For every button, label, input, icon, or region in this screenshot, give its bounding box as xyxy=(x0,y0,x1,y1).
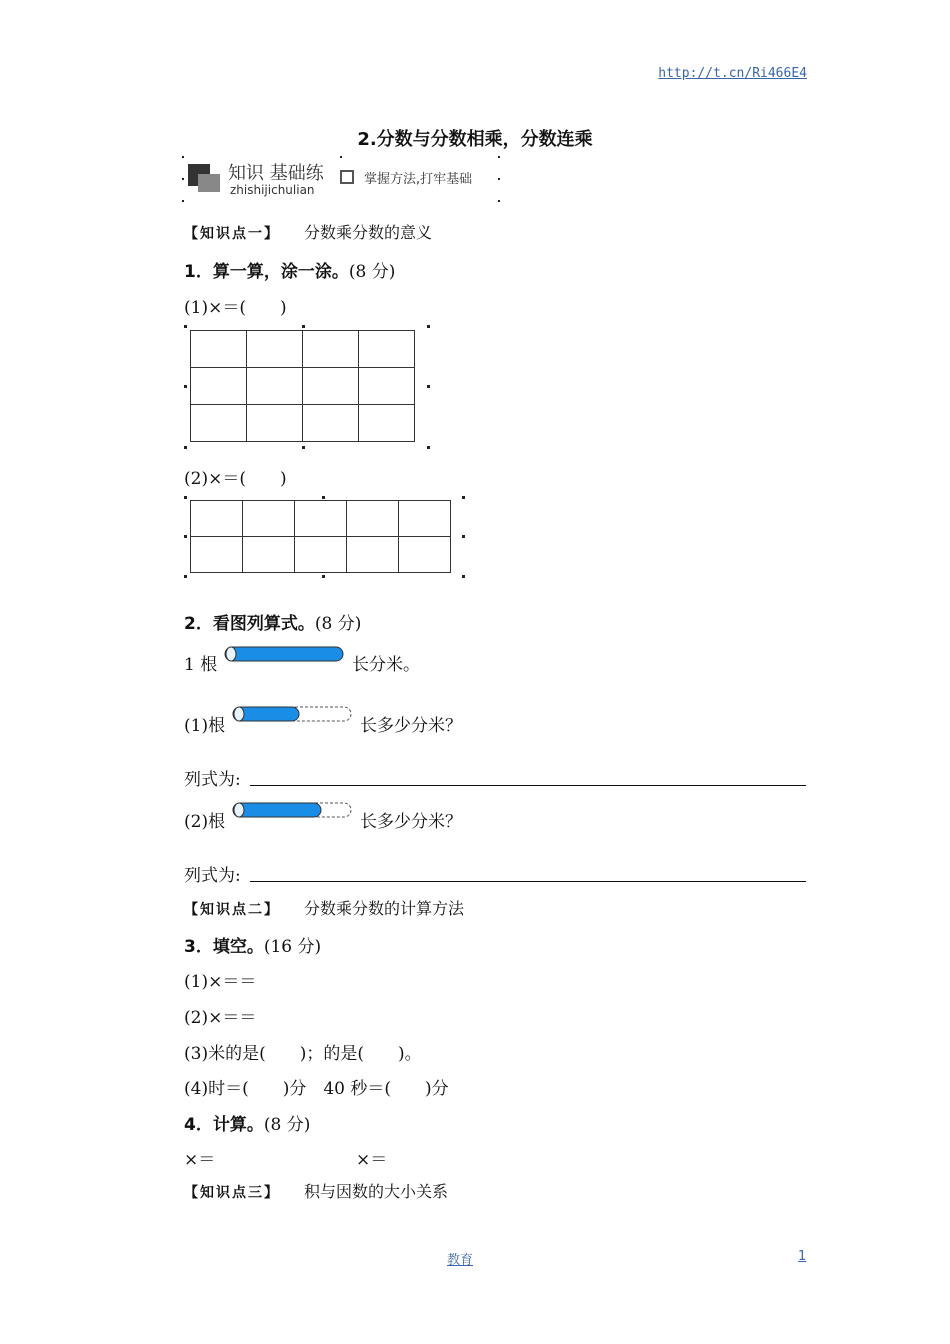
grid-corner-mark xyxy=(427,325,430,328)
grid-corner-mark xyxy=(462,575,465,578)
rod-intro-prefix: 1 根 xyxy=(184,655,218,675)
question-1-part-1: (1)×＝( ) xyxy=(184,298,287,318)
grid-cell[interactable] xyxy=(359,368,415,405)
full-rod-icon xyxy=(221,644,347,666)
grid-cell[interactable] xyxy=(295,537,347,573)
rod-question-2-prefix: (2)根 xyxy=(184,812,226,832)
grid-cell[interactable] xyxy=(191,537,243,573)
coloring-grid-2[interactable] xyxy=(190,500,451,573)
knowledge-point-heading xyxy=(184,220,432,243)
grid-cell[interactable] xyxy=(243,501,295,537)
banner-slogan: 掌握方法,打牢基础 xyxy=(364,172,473,187)
question-3-line: (2)×＝＝ xyxy=(184,1008,257,1028)
question-3-line: (1)×＝＝ xyxy=(184,972,257,992)
grid-cell[interactable] xyxy=(303,331,359,368)
question-1-part-2: (2)×＝( ) xyxy=(184,469,287,489)
header-url[interactable]: http://t.cn/Ri466E4 xyxy=(658,66,807,81)
grid-cell[interactable] xyxy=(295,501,347,537)
partial-rod-1-icon xyxy=(229,704,355,726)
question-4-heading xyxy=(184,1110,310,1135)
calc-expression: ×＝ xyxy=(184,1150,216,1170)
banner-dot xyxy=(182,156,184,158)
coloring-grid-1[interactable] xyxy=(190,330,415,442)
knowledge-point-name: 分数乘分数的计算方法 xyxy=(304,899,465,918)
grid-corner-mark xyxy=(427,385,430,388)
banner-dot xyxy=(498,156,500,158)
grid-corner-mark xyxy=(184,385,187,388)
grid-cell[interactable] xyxy=(247,368,303,405)
partial-rod-2-icon xyxy=(229,800,355,822)
knowledge-point-label: 【知识点二】 xyxy=(184,902,280,918)
knowledge-point-label: 【知识点一】 xyxy=(184,226,280,242)
grid-corner-mark xyxy=(184,496,187,499)
rod-question-1-prefix: (1)根 xyxy=(184,716,226,736)
rod-question-1-suffix: 长多少分米？ xyxy=(360,716,462,736)
question-3-heading xyxy=(184,932,321,957)
grid-corner-mark xyxy=(462,535,465,538)
grid-cell[interactable] xyxy=(359,331,415,368)
grid-cell[interactable] xyxy=(359,405,415,442)
question-score: (8 分) xyxy=(314,614,362,634)
grid-cell[interactable] xyxy=(399,537,451,573)
banner-dot xyxy=(498,178,500,180)
section-banner xyxy=(182,156,502,204)
formula-label-1: 列式为: xyxy=(184,770,241,790)
question-label: 1．算一算，涂一涂。 xyxy=(184,262,349,282)
rod-question-2-suffix: 长多少分米？ xyxy=(360,812,462,832)
grid-corner-mark xyxy=(184,535,187,538)
grid-corner-mark xyxy=(302,446,305,449)
grid-cell[interactable] xyxy=(303,405,359,442)
question-3-line: (3)米的是( )；的是( )。 xyxy=(184,1044,422,1064)
banner-dot xyxy=(182,200,184,202)
banner-dot xyxy=(182,178,184,180)
banner-dot xyxy=(340,156,342,158)
question-score: (16 分) xyxy=(263,937,322,957)
knowledge-point-heading xyxy=(184,896,464,919)
question-label: 3．填空。 xyxy=(184,937,264,957)
grid-cell[interactable] xyxy=(347,537,399,573)
grid-corner-mark xyxy=(302,325,305,328)
grid-cell[interactable] xyxy=(347,501,399,537)
grid-cell[interactable] xyxy=(243,537,295,573)
page-number: 1 xyxy=(798,1249,807,1264)
answer-line-1[interactable] xyxy=(250,785,806,786)
banner-pinyin: zhishijichulian xyxy=(230,183,315,197)
grid-corner-mark xyxy=(462,496,465,499)
grid-cell[interactable] xyxy=(191,368,247,405)
grid-corner-mark xyxy=(322,496,325,499)
knowledge-point-name: 分数乘分数的意义 xyxy=(304,223,433,242)
grid-cell[interactable] xyxy=(247,405,303,442)
grid-corner-mark xyxy=(184,575,187,578)
grid-corner-mark xyxy=(427,446,430,449)
page-title: 2.分数与分数相乘，分数连乘 xyxy=(357,129,593,150)
grid-cell[interactable] xyxy=(303,368,359,405)
answer-line-2[interactable] xyxy=(250,881,806,882)
question-1-heading xyxy=(184,257,395,282)
calc-expression: ×＝ xyxy=(356,1150,388,1170)
question-2-heading xyxy=(184,609,361,634)
question-score: (8 分) xyxy=(348,262,396,282)
banner-logo-icon xyxy=(198,174,220,192)
footer-link[interactable]: 教育 xyxy=(447,1253,474,1268)
knowledge-point-label: 【知识点三】 xyxy=(184,1185,280,1201)
grid-cell[interactable] xyxy=(191,331,247,368)
grid-corner-mark xyxy=(184,325,187,328)
question-label: 4．计算。 xyxy=(184,1115,264,1135)
grid-corner-mark xyxy=(322,575,325,578)
question-score: (8 分) xyxy=(263,1115,311,1135)
grid-cell[interactable] xyxy=(399,501,451,537)
knowledge-point-name: 积与因数的大小关系 xyxy=(304,1182,449,1201)
grid-cell[interactable] xyxy=(247,331,303,368)
banner-main-text: 知识 基础练 xyxy=(228,163,324,184)
rod-intro-suffix: 长分米。 xyxy=(352,655,420,675)
banner-dot xyxy=(498,200,500,202)
question-label: 2．看图列算式。 xyxy=(184,614,315,634)
formula-label-2: 列式为: xyxy=(184,866,241,886)
question-3-line: (4)时＝( )分 40 秒＝( )分 xyxy=(184,1079,449,1099)
grid-cell[interactable] xyxy=(191,405,247,442)
banner-box-icon xyxy=(340,170,354,184)
grid-corner-mark xyxy=(184,446,187,449)
knowledge-point-heading xyxy=(184,1179,448,1202)
grid-cell[interactable] xyxy=(191,501,243,537)
